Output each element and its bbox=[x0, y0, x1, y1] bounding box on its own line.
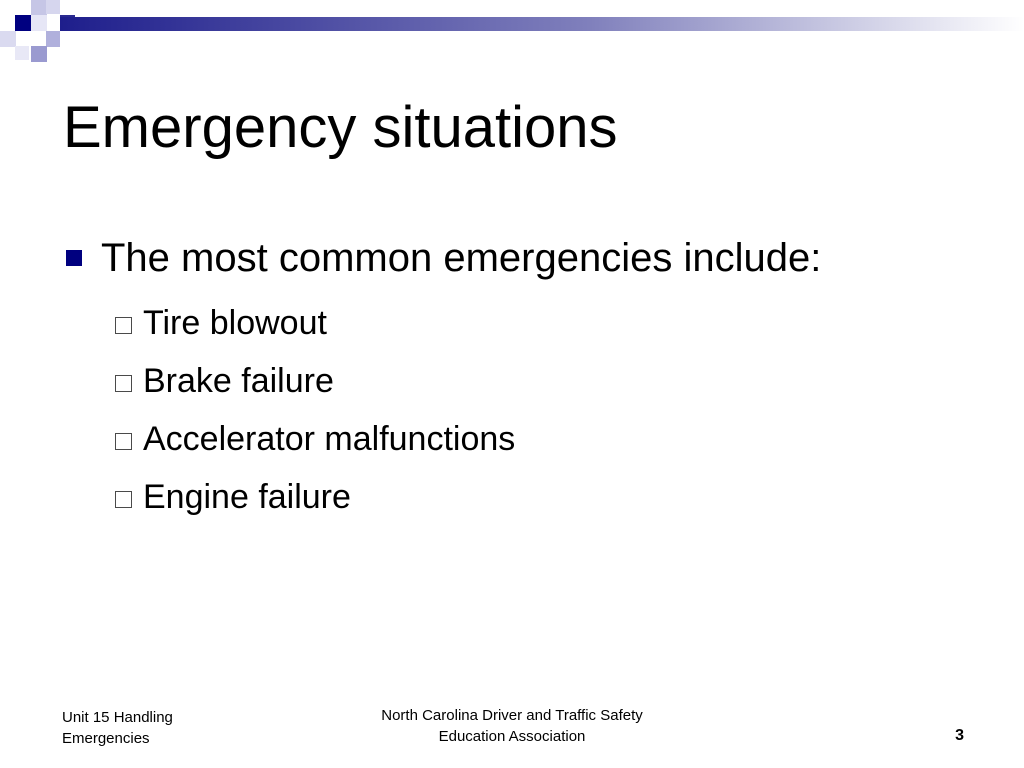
list-item-text: Engine failure bbox=[143, 477, 351, 516]
page-number: 3 bbox=[955, 727, 964, 744]
list-item-text: Tire blowout bbox=[143, 303, 327, 342]
hollow-square-icon bbox=[115, 317, 132, 334]
hollow-square-icon bbox=[115, 375, 132, 392]
hollow-square-icon bbox=[115, 433, 132, 450]
sub-bullet-list bbox=[115, 294, 515, 526]
footer-organization bbox=[340, 705, 684, 747]
footer-org-line2: Education Association bbox=[438, 728, 586, 745]
list-item bbox=[115, 410, 515, 468]
filled-square-icon bbox=[66, 250, 82, 266]
bullet-main bbox=[66, 232, 821, 284]
corner-squares-decoration bbox=[0, 0, 80, 64]
top-gradient-band bbox=[60, 17, 1024, 31]
slide-title: Emergency situations bbox=[63, 95, 618, 160]
footer-unit-label bbox=[62, 707, 242, 749]
bullet-main-text: The most common emergencies include: bbox=[101, 236, 822, 280]
footer-unit-line2: Emergencies bbox=[62, 730, 150, 747]
list-item bbox=[115, 352, 515, 410]
list-item bbox=[115, 294, 515, 352]
list-item-text: Accelerator malfunctions bbox=[143, 419, 516, 458]
hollow-square-icon bbox=[115, 491, 132, 508]
footer-org-line1: North Carolina Driver and Traffic Safety bbox=[381, 707, 643, 724]
list-item-text: Brake failure bbox=[143, 361, 334, 400]
list-item bbox=[115, 468, 515, 526]
footer-unit-line1: Unit 15 Handling bbox=[62, 709, 173, 726]
